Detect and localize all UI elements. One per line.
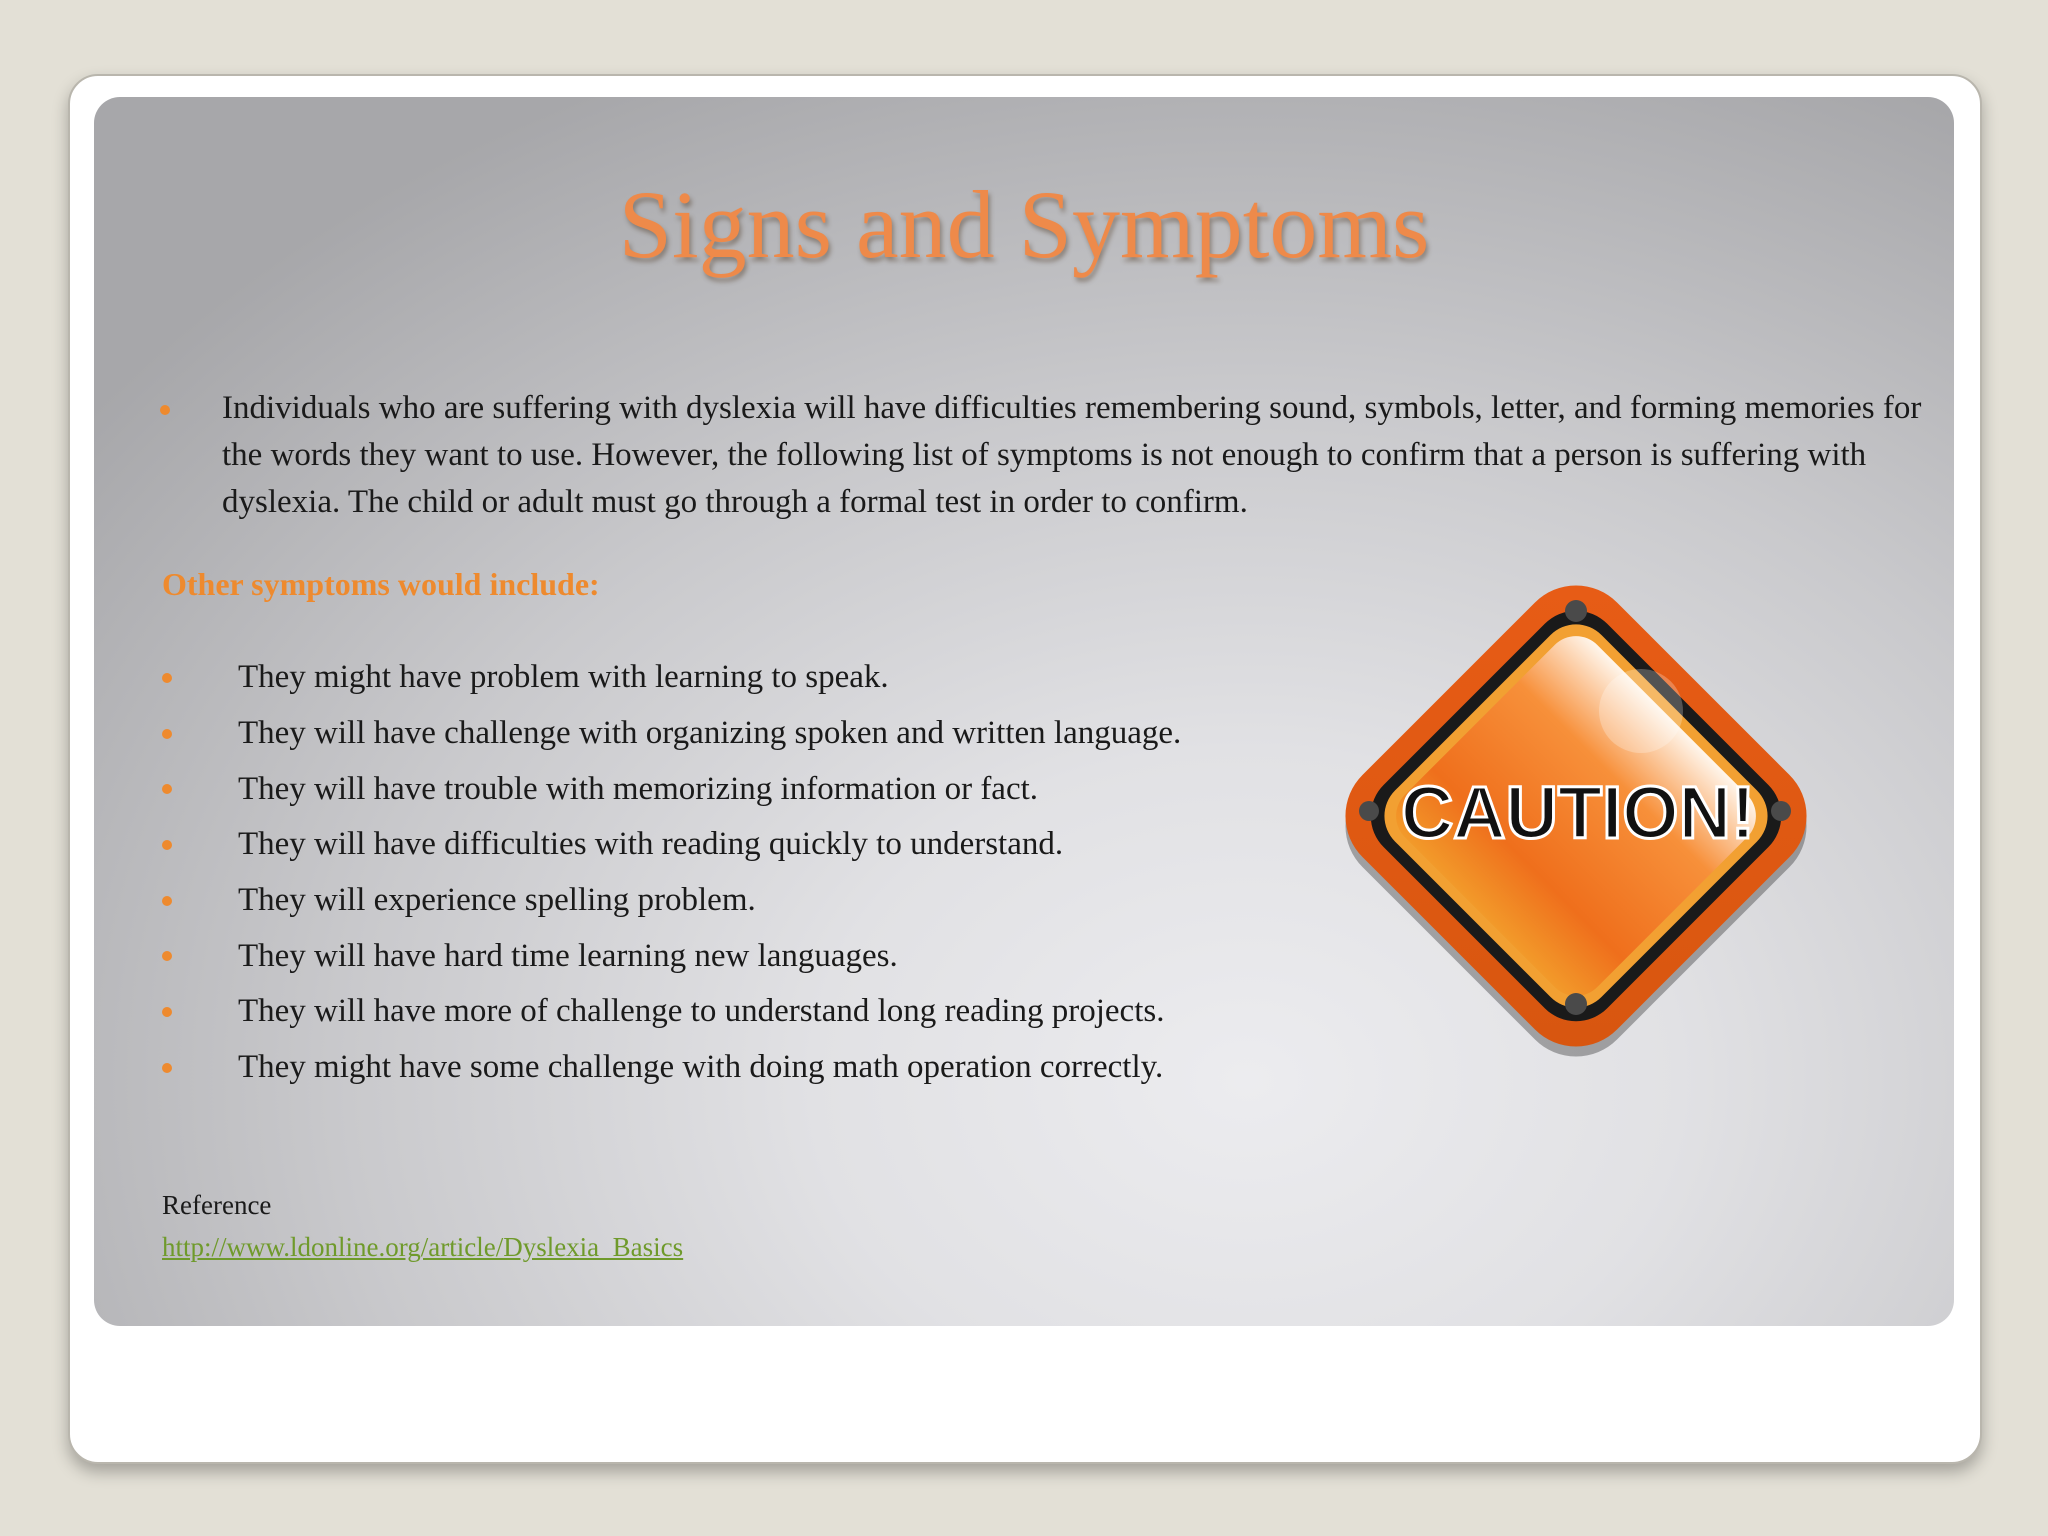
symptoms-subheading: Other symptoms would include: xyxy=(162,566,600,602)
list-item-text: They will have difficulties with reading quickly to understand. xyxy=(238,826,1064,863)
reference-link[interactable]: http://www.ldonline.org/article/Dyslexia_Basics xyxy=(162,1232,684,1262)
list-item-text: They will experience spelling problem. xyxy=(238,882,756,919)
caution-sign-icon xyxy=(1296,536,1876,1116)
list-item xyxy=(162,928,1181,984)
bullet-dot-icon xyxy=(162,729,172,739)
list-item-text: They might have some challenge with doing math operation correctly. xyxy=(238,1049,1164,1086)
symptom-list xyxy=(162,650,1181,1096)
bullet-dot-icon xyxy=(162,673,172,683)
list-item xyxy=(162,761,1181,817)
bullet-dot-icon xyxy=(162,840,172,850)
list-item-text: They will have challenge with organizing spoken and written language. xyxy=(238,715,1182,752)
reference-label: Reference xyxy=(162,1190,272,1220)
bullet-dot-icon xyxy=(162,1007,172,1017)
list-item xyxy=(162,984,1181,1040)
intro-text: Individuals who are suffering with dyslexia will have difficulties remembering sound, symbols, letter, and forming memories for the words they want to use. However, the following list of symptoms is not enough to confirm that a person is suffering with dyslexia. The child or adult must go through a formal test in order to confirm. xyxy=(222,390,1922,520)
intro-paragraph xyxy=(160,385,1930,526)
bullet-dot-icon xyxy=(162,951,172,961)
list-item xyxy=(162,873,1181,929)
sign-text: CAUTION! xyxy=(1401,771,1755,854)
screw-icon xyxy=(1565,600,1587,622)
list-item xyxy=(162,650,1181,706)
list-item xyxy=(162,1040,1181,1096)
screw-icon xyxy=(1565,993,1587,1015)
list-item xyxy=(162,817,1181,873)
list-item-text: They will have more of challenge to understand long reading projects. xyxy=(238,993,1165,1030)
bullet-dot-icon xyxy=(160,405,170,415)
list-item xyxy=(162,706,1181,762)
bullet-dot-icon xyxy=(162,1063,172,1073)
bullet-dot-icon xyxy=(162,784,172,794)
screw-icon xyxy=(1771,801,1791,821)
bullet-dot-icon xyxy=(162,896,172,906)
list-item-text: They will have hard time learning new languages. xyxy=(238,937,898,974)
slide-title: Signs and Symptoms xyxy=(618,171,1430,278)
list-item-text: They will have trouble with memorizing information or fact. xyxy=(238,770,1039,807)
screw-icon xyxy=(1359,801,1379,821)
list-item-text: They might have problem with learning to speak. xyxy=(238,659,889,696)
